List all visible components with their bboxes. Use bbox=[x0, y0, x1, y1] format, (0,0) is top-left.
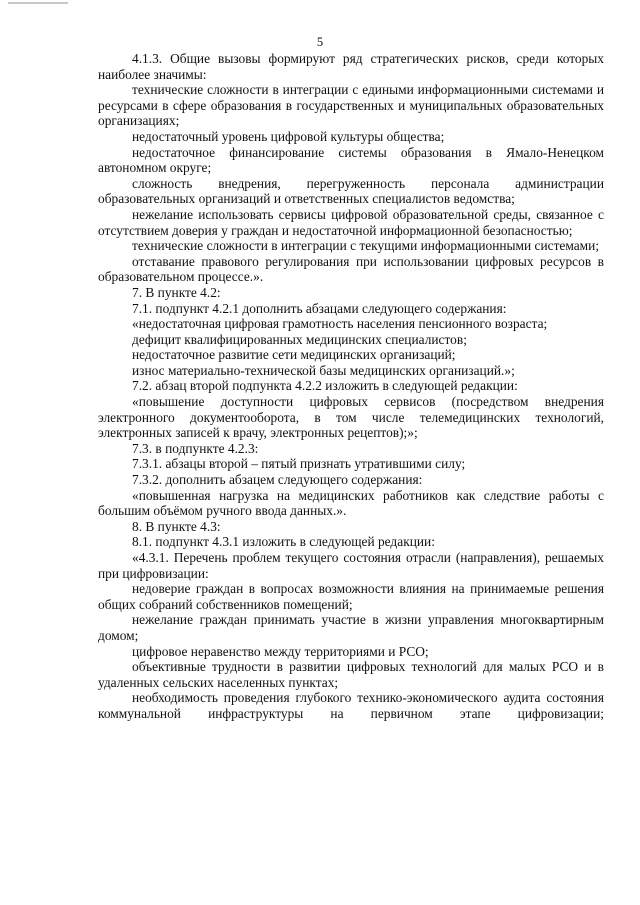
paragraph: отставание правового регулирования при использовании цифровых ресурсов в образовательном процессе.». bbox=[98, 253, 604, 285]
paragraph: недостаточное развитие сети медицинских организаций; bbox=[132, 347, 456, 363]
paragraph: недостаточный уровень цифровой культуры общества; bbox=[132, 128, 445, 144]
paragraph: износ материально-технической базы медицинских организаций.»; bbox=[132, 362, 515, 378]
paragraph: «повышенная нагрузка на медицинских работников как следствие работы с большим объёмом ручного ввода данных.». bbox=[98, 487, 604, 519]
page-number: 5 bbox=[316, 35, 324, 49]
paragraph: 7. В пункте 4.2: bbox=[132, 284, 221, 300]
paragraph: «недостаточная цифровая грамотность населения пенсионного возраста; bbox=[132, 316, 548, 332]
scan-artifact bbox=[8, 2, 68, 4]
paragraph: 7.2. абзац второй подпункта 4.2.2 изложить в следующей редакции: bbox=[132, 378, 518, 394]
paragraph: 7.1. подпункт 4.2.1 дополнить абзацами следующего содержания: bbox=[132, 300, 507, 316]
paragraph: недоверие граждан в вопросах возможности влияния на принимаемые решения общих собраний собственников помещений; bbox=[98, 581, 604, 612]
paragraph: необходимость проведения глубокого технико-экономического аудита состояния коммунальной инфраструктуры на первичном этапе цифровизации; bbox=[98, 690, 604, 721]
paragraph: нежелание использовать сервисы цифровой образовательной среды, связанное с отсутствием доверия у граждан и недостаточной информационной безопасностью; bbox=[98, 206, 604, 238]
paragraph: 8. В пункте 4.3: bbox=[132, 518, 221, 534]
paragraph: сложность внедрения, перегруженность персонала администрации образовательных организаций и ответственных специалистов ведомства; bbox=[98, 175, 604, 207]
paragraph: 7.3.2. дополнить абзацем следующего содержания: bbox=[132, 472, 423, 488]
paragraph: технические сложности в интеграции с едиными информационными системами и ресурсами в сфере образования в государственных и муниципальных образовательных организациях; bbox=[98, 82, 604, 129]
paragraph: «4.3.1. Перечень проблем текущего состояния отрасли (направления), решаемых при цифровизации: bbox=[98, 550, 604, 581]
document-body bbox=[98, 51, 604, 722]
paragraph: недостаточное финансирование системы образования в Ямало-Ненецком автономном округе; bbox=[98, 144, 604, 176]
paragraph: 4.1.3. Общие вызовы формируют ряд стратегических рисков, среди которых наиболее значимы: bbox=[98, 51, 604, 82]
paragraph: нежелание граждан принимать участие в жизни управления многоквартирным домом; bbox=[98, 612, 604, 643]
paragraph: «повышение доступности цифровых сервисов (посредством внедрения электронного документооборота, в том числе телемедицинских технологий, электронных записей к врачу, электронных рецептов);»; bbox=[98, 394, 604, 441]
paragraph: 7.3. в подпункте 4.2.3: bbox=[132, 440, 259, 456]
paragraph: цифровое неравенство между территориями и РСО; bbox=[132, 643, 429, 659]
paragraph: дефицит квалифицированных медицинских специалистов; bbox=[132, 331, 467, 347]
paragraph: 8.1. подпункт 4.3.1 изложить в следующей редакции: bbox=[132, 534, 435, 550]
paragraph: объективные трудности в развитии цифровых технологий для малых РСО и в удаленных сельских населенных пунктах; bbox=[98, 659, 604, 690]
paragraph: технические сложности в интеграции с текущими информационными системами; bbox=[132, 238, 600, 254]
paragraph: 7.3.1. абзацы второй – пятый признать утратившими силу; bbox=[132, 456, 466, 472]
